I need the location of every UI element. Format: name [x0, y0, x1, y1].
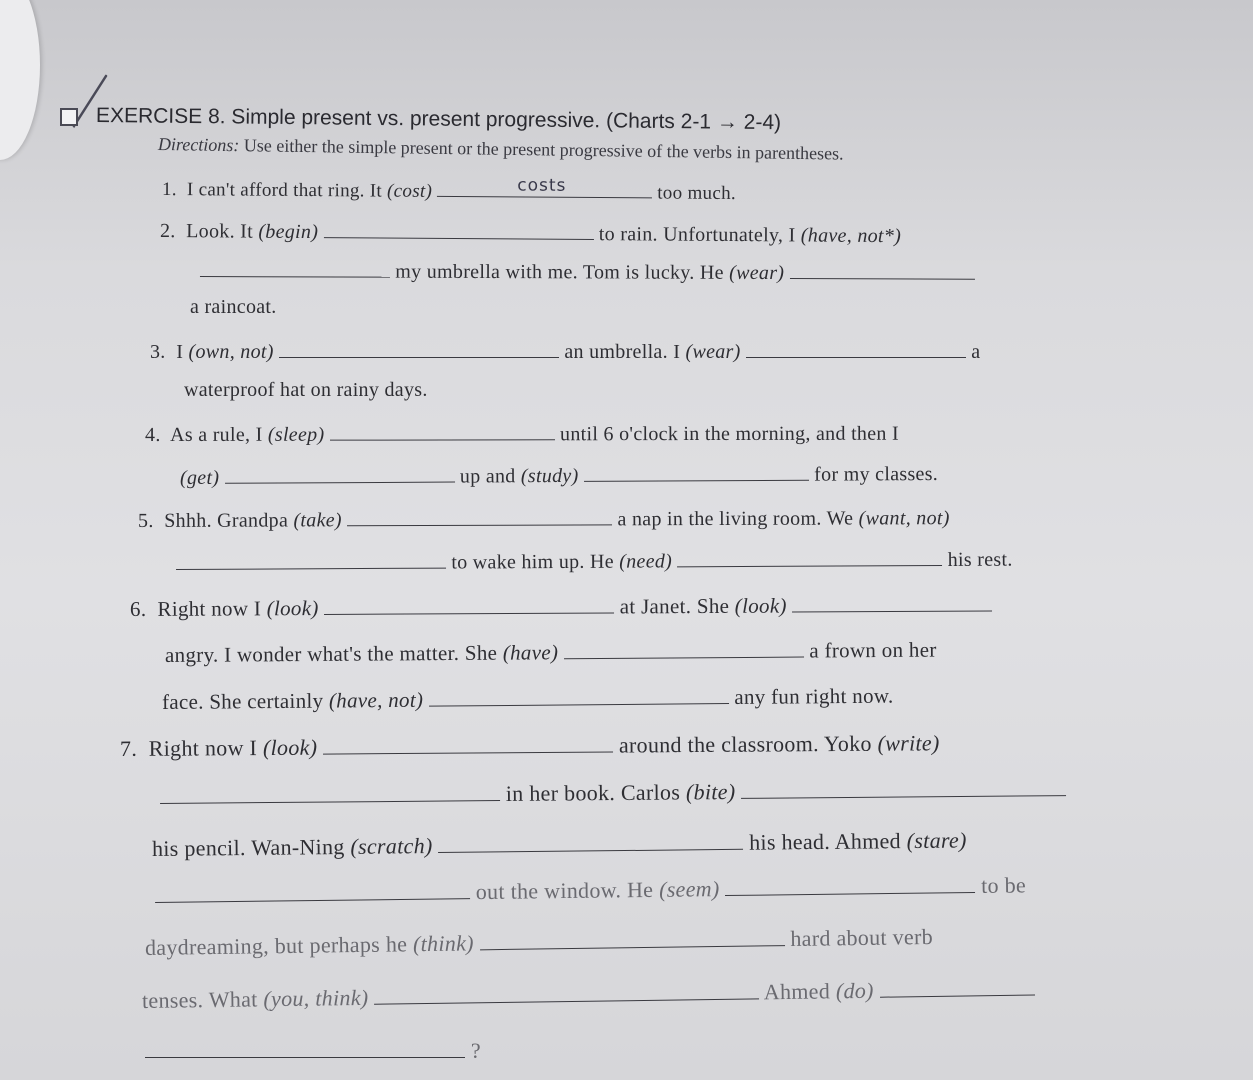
verb-prompt: (have, not): [328, 687, 424, 713]
item-text: any fun right now.: [734, 683, 894, 710]
item-text: in her book. Carlos: [505, 779, 681, 806]
verb-prompt: (begin): [258, 220, 319, 244]
verb-prompt: (get): [179, 466, 220, 489]
verb-prompt: (sleep): [267, 423, 325, 446]
item-text: until 6 o'clock in the morning, and then I: [560, 422, 899, 446]
item-text: a frown on her: [809, 637, 937, 663]
answer-blank[interactable]: [323, 217, 593, 240]
item-text: to rain. Unfortunately, I: [598, 223, 796, 247]
item-text: his rest.: [947, 548, 1013, 571]
exercise-directions: [158, 134, 844, 165]
item-text: hard about verb: [790, 923, 934, 951]
item-6-line-2: [165, 636, 937, 668]
page-edge: [0, 0, 40, 160]
verb-prompt: (wear): [729, 261, 785, 285]
answer-blank[interactable]: [564, 637, 804, 660]
answer-blank[interactable]: [145, 1037, 465, 1058]
item-4-line-2: [180, 459, 938, 490]
answer-blank[interactable]: [347, 504, 612, 526]
item-number: 1.: [161, 179, 177, 201]
item-text: Right now I: [148, 735, 258, 761]
item-text: out the window. He: [475, 876, 654, 905]
answer-blank[interactable]: [677, 545, 942, 567]
item-7-line-7: [145, 1037, 481, 1064]
item-7-line-3: [152, 826, 967, 862]
verb-prompt: (write): [877, 730, 940, 756]
item-3-line-1: [150, 337, 980, 364]
item-text: a: [971, 341, 981, 363]
verb-prompt: (think): [412, 930, 474, 957]
item-2-line-3: [190, 296, 277, 319]
item-text: his pencil. Wan-Ning: [151, 833, 345, 861]
answer-blank[interactable]: [479, 925, 784, 950]
directions-text: Use either the simple present or the present progressive of the verbs in parentheses.: [243, 135, 844, 164]
verb-prompt: (have, not*): [800, 224, 902, 248]
item-6-line-1: [130, 590, 992, 622]
answer-blank[interactable]: [176, 548, 446, 570]
item-text: to wake him up. He: [451, 550, 614, 574]
answer-blank[interactable]: [792, 590, 992, 612]
answer-blank[interactable]: [330, 419, 555, 440]
verb-prompt: (look): [734, 593, 787, 618]
item-7-line-5: [145, 923, 933, 961]
item-text: around the classroom. Yoko: [618, 730, 872, 758]
item-text: my umbrella with me. Tom is lucky. He: [395, 260, 724, 284]
answer-blank[interactable]: [323, 732, 613, 755]
item-text: tenses. What: [141, 986, 258, 1013]
item-text: Shhh. Grandpa: [164, 509, 289, 532]
item-text: for my classes.: [814, 463, 939, 486]
item-3-line-2: [184, 379, 428, 402]
answer-blank[interactable]: [225, 462, 455, 484]
exercise-checkbox: [60, 108, 78, 126]
answer-blank[interactable]: [438, 829, 743, 853]
answer-blank[interactable]: [790, 258, 975, 280]
verb-prompt: (study): [520, 464, 579, 488]
item-6-line-3: [162, 682, 894, 715]
verb-prompt: (need): [619, 550, 673, 573]
item-4-line-1: [145, 419, 899, 447]
verb-prompt: (want, not): [858, 507, 950, 530]
item-text: I can't afford that ring. It: [186, 179, 383, 202]
item-text: angry. I wonder what's the matter. She: [164, 640, 498, 667]
item-text: face. She certainly: [161, 688, 324, 714]
item-number: 6.: [129, 596, 147, 621]
answer-blank[interactable]: [725, 872, 975, 896]
item-text: an umbrella. I: [564, 341, 681, 363]
item-text: Ahmed: [763, 978, 831, 1005]
item-5-line-1: [138, 503, 950, 533]
item-text: I: [176, 341, 184, 363]
answer-blank[interactable]: [437, 176, 652, 199]
verb-prompt: (bite): [685, 778, 736, 805]
verb-prompt: (wear): [685, 341, 741, 363]
exercise-title: EXERCISE 8. Simple present vs. present progressive. (Charts 2-1 → 2-4): [95, 104, 782, 135]
handwritten-answer: costs: [517, 175, 567, 196]
verb-prompt: (have): [502, 640, 559, 665]
verb-prompt: (take): [293, 509, 342, 532]
answer-blank[interactable]: [324, 592, 614, 615]
item-number: 7.: [119, 735, 138, 761]
answer-blank[interactable]: [279, 337, 559, 358]
verb-prompt: (you, think): [263, 984, 369, 1012]
item-text: his head. Ahmed: [749, 828, 902, 855]
answer-blank[interactable]: [584, 460, 809, 482]
verb-prompt: (cost): [387, 180, 433, 202]
item-text: up and: [459, 465, 516, 488]
verb-prompt: (look): [266, 596, 319, 621]
answer-blank[interactable]: [160, 780, 500, 804]
item-2-line-1: [160, 216, 901, 248]
item-text: a nap in the living room. We: [617, 507, 854, 531]
answer-blank[interactable]: [746, 337, 966, 358]
item-2-line-2: [200, 256, 975, 286]
item-text: to be: [980, 872, 1027, 898]
item-text: Look. It: [186, 220, 254, 243]
item-text: Right now I: [157, 596, 262, 621]
answer-blank[interactable]: [374, 978, 759, 1004]
item-7-line-4: [155, 871, 1026, 909]
verb-prompt: (own, not): [188, 341, 274, 363]
item-number: 5.: [137, 509, 154, 532]
item-7-line-2: [160, 775, 1066, 810]
answer-blank[interactable]: [429, 683, 729, 707]
directions-label: Directions:: [157, 134, 240, 156]
item-text: daydreaming, but perhaps he: [144, 931, 408, 960]
answer-blank[interactable]: [879, 975, 1034, 998]
item-text: waterproof hat on rainy days.: [184, 379, 428, 401]
verb-prompt: (look): [262, 734, 318, 761]
item-text: ?: [470, 1038, 481, 1063]
verb-prompt: (seem): [658, 876, 720, 902]
item-7-line-1: [120, 729, 940, 762]
answer-blank[interactable]: [200, 256, 390, 278]
verb-prompt: (do): [835, 977, 874, 1004]
item-1-line-1: [162, 174, 736, 205]
answer-blank[interactable]: [741, 775, 1066, 799]
verb-prompt: (scratch): [350, 833, 433, 859]
item-text: a raincoat.: [190, 296, 277, 318]
item-number: 4.: [144, 423, 161, 446]
verb-prompt: (stare): [906, 827, 967, 854]
item-text: As a rule, I: [170, 423, 263, 446]
item-number: 2.: [159, 220, 176, 243]
item-5-line-2: [176, 545, 1013, 576]
item-7-line-6: [142, 975, 1035, 1014]
item-number: 3.: [150, 341, 166, 363]
answer-blank[interactable]: [155, 878, 470, 903]
item-text: at Janet. She: [619, 593, 730, 619]
item-text: too much.: [657, 182, 737, 205]
